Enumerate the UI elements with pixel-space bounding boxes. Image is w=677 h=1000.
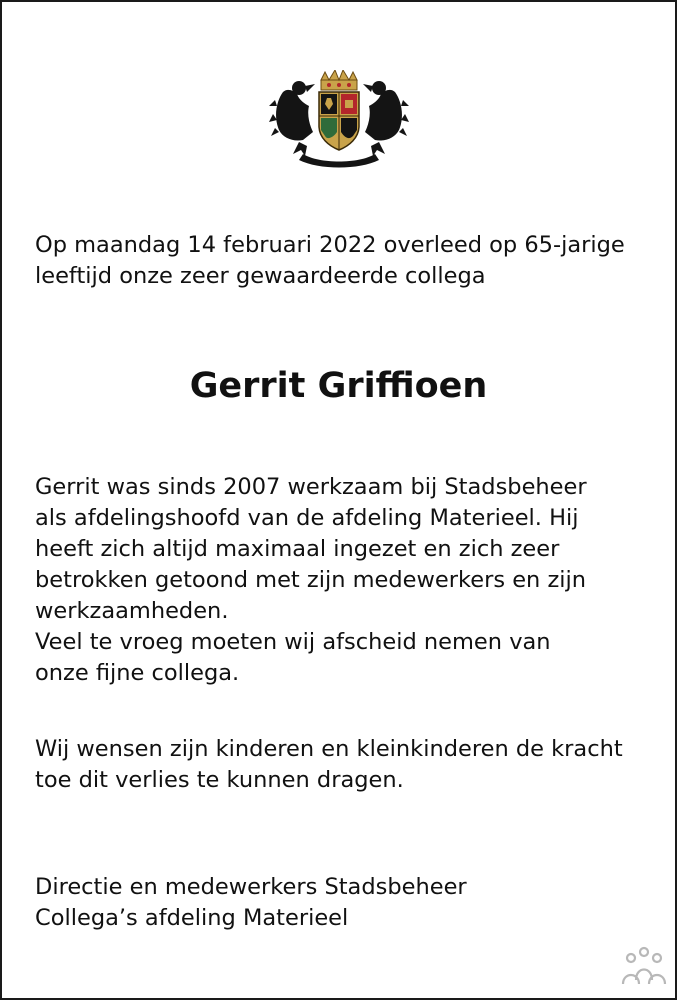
condolence-text: Wij wensen zijn kinderen en kleinkinderen de kracht toe dit verlies te kunnen dragen.: [35, 736, 623, 793]
coat-of-arms-icon: [269, 70, 409, 168]
people-group-icon: [619, 946, 669, 986]
signature-text: Directie en medewerkers Stadsbeheer Collega’s afdeling Materieel: [35, 874, 467, 931]
body-text: Gerrit was sinds 2007 werkzaam bij Stadsbeheer als afdelingshoofd van de afdeling Materieel. Hij heeft zich altijd maximaal ingezet en zich zeer betrokken getoond met zijn medewerkers en zijn werkzaamheden. Veel te vroeg moeten wij afscheid nemen van onze fijne collega.: [35, 474, 587, 686]
deceased-name: Gerrit Griffioen: [189, 366, 488, 406]
intro-text: Op maandag 14 februari 2022 overleed op 65-jarige leeftijd onze zeer gewaardeerde collega: [35, 232, 625, 289]
